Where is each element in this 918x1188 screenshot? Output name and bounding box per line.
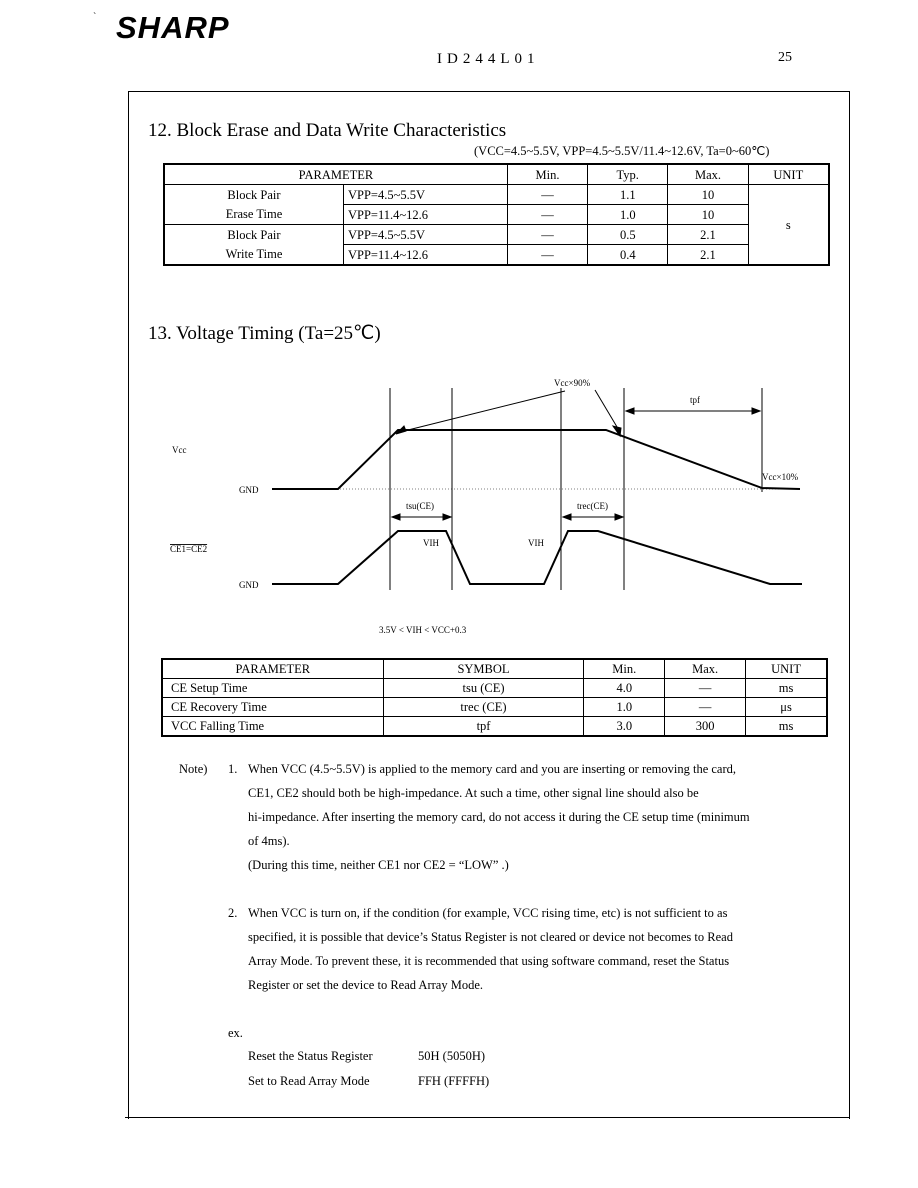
table-row [162, 698, 827, 717]
note-2 [248, 901, 828, 997]
page-number: 25 [778, 50, 792, 65]
note-1-line: (During this time, neither CE1 nor CE2 = “LOW” .) [248, 858, 509, 872]
unit-cell: s [748, 185, 829, 266]
row-min: — [507, 185, 587, 205]
section-13-title: 13. Voltage Timing (Ta=25℃) [148, 323, 381, 344]
gnd-label-1: GND [239, 485, 259, 495]
row-max: 10 [668, 185, 748, 205]
table-row [162, 717, 827, 737]
col-max: Max. [665, 659, 746, 679]
row-max: — [665, 679, 746, 698]
vih-condition: 3.5V < VIH < VCC+0.3 [379, 625, 467, 635]
trec-label: trec(CE) [577, 501, 608, 511]
row-min: — [507, 245, 587, 266]
tsu-label: tsu(CE) [406, 501, 434, 511]
voltage-timing-table [161, 658, 828, 737]
vih-label-1: VIH [423, 538, 439, 548]
note-1-line: CE1, CE2 should both be high-impedance. At such a time, other signal line should also be [248, 786, 699, 800]
row-param: Erase Time [164, 205, 343, 225]
row-param: CE Setup Time [162, 679, 383, 698]
note-1-line: of 4ms). [248, 834, 290, 848]
note-2-line: Register or set the device to Read Array Mode. [248, 978, 483, 992]
row-max: 10 [668, 205, 748, 225]
section-12-title: 12. Block Erase and Data Write Characteristics [148, 120, 507, 141]
scan-mark: ` [93, 12, 97, 23]
vcc10-label: Vcc×10% [762, 472, 799, 482]
note-2-line: Array Mode. To prevent these, it is recommended that using software command, reset the Status [248, 954, 730, 968]
row-symbol: tsu (CE) [383, 679, 584, 698]
row-symbol: trec (CE) [383, 698, 584, 717]
col-typ: Typ. [588, 164, 668, 185]
ce-label: CE1=CE2 [170, 544, 208, 554]
col-min: Min. [584, 659, 665, 679]
row-typ: 0.5 [588, 225, 668, 245]
row-min: — [507, 205, 587, 225]
col-max: Max. [668, 164, 748, 185]
row-typ: 0.4 [588, 245, 668, 266]
row-cond: VPP=11.4~12.6 [343, 245, 507, 266]
row-max: 300 [665, 717, 746, 737]
row-param: VCC Falling Time [162, 717, 383, 737]
example-1-label: Reset the Status Register [248, 1049, 373, 1063]
row-cond: VPP=4.5~5.5V [343, 185, 507, 205]
gnd-label-2: GND [239, 580, 259, 590]
example-2-value: FFH (FFFFH) [418, 1074, 490, 1088]
vih-label-2: VIH [528, 538, 544, 548]
table-row [162, 679, 827, 698]
row-cond: VPP=11.4~12.6 [343, 205, 507, 225]
document-id: ID244L01 [437, 51, 540, 67]
frame-bottom-line [125, 1117, 849, 1118]
row-param: Write Time [164, 245, 343, 266]
col-unit: UNIT [746, 659, 827, 679]
note-1 [248, 757, 828, 877]
row-min: 3.0 [584, 717, 665, 737]
tpf-label: tpf [690, 395, 700, 405]
example-2-label: Set to Read Array Mode [248, 1074, 370, 1088]
row-min: — [507, 225, 587, 245]
row-typ: 1.1 [588, 185, 668, 205]
col-min: Min. [507, 164, 587, 185]
note-1-line: hi-impedance. After inserting the memory card, do not access it during the CE setup time (minimum [248, 810, 750, 824]
row-cond: VPP=4.5~5.5V [343, 225, 507, 245]
row-symbol: tpf [383, 717, 584, 737]
row-max: 2.1 [668, 245, 748, 266]
row-min: 4.0 [584, 679, 665, 698]
col-parameter: PARAMETER [164, 164, 507, 185]
example-label: ex. [228, 1026, 243, 1040]
vcc90-label: Vcc×90% [554, 378, 591, 388]
note-2-line: specified, it is possible that device’s Status Register is not cleared or device not becomes to Read [248, 930, 733, 944]
col-unit: UNIT [748, 164, 829, 185]
row-unit: ms [746, 717, 827, 737]
row-param: CE Recovery Time [162, 698, 383, 717]
row-typ: 1.0 [588, 205, 668, 225]
section-12-conditions: (VCC=4.5~5.5V, VPP=4.5~5.5V/11.4~12.6V, Ta=0~60℃) [474, 144, 770, 158]
note-2-line: When VCC is turn on, if the condition (for example, VCC rising time, etc) is not sufficient to as [248, 906, 728, 920]
col-symbol: SYMBOL [383, 659, 584, 679]
vcc-label: Vcc [172, 445, 187, 455]
row-max: — [665, 698, 746, 717]
row-min: 1.0 [584, 698, 665, 717]
note-1-number: 1. [228, 762, 238, 776]
note-1-line: When VCC (4.5~5.5V) is applied to the memory card and you are inserting or removing the card, [248, 762, 737, 776]
sharp-logo: SHARP [116, 10, 230, 45]
col-parameter: PARAMETER [162, 659, 383, 679]
note-label: Note) [179, 762, 208, 776]
note-2-number: 2. [228, 906, 238, 920]
table-header-row [162, 659, 827, 679]
row-unit: μs [746, 698, 827, 717]
example-1-value: 50H (5050H) [418, 1049, 486, 1063]
row-param: Block Pair [164, 225, 343, 245]
row-max: 2.1 [668, 225, 748, 245]
row-param: Block Pair [164, 185, 343, 205]
row-unit: ms [746, 679, 827, 698]
